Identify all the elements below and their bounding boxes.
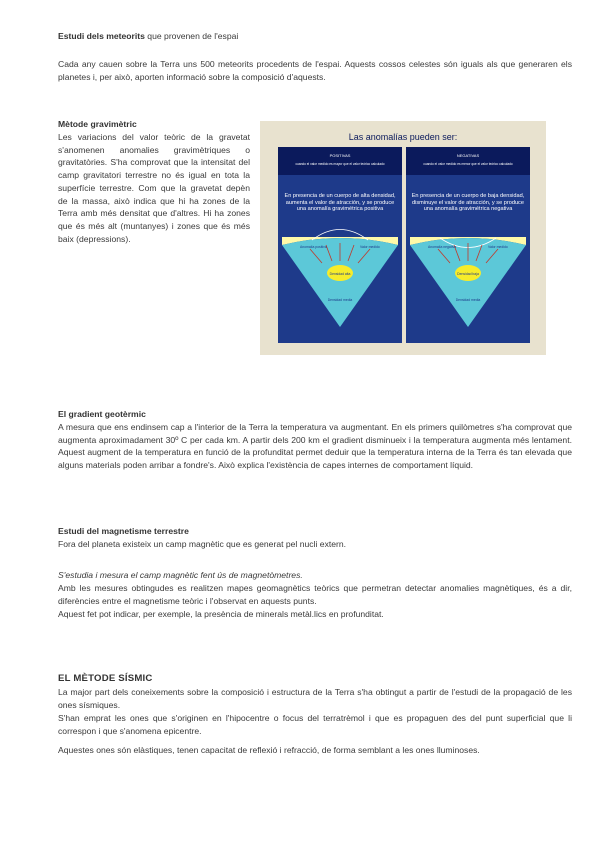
- positive-label-density: Densidad alta: [329, 272, 351, 276]
- gravimetric-title: Mètode gravimètric: [58, 119, 137, 129]
- positive-header-box: [278, 147, 402, 175]
- negative-header-box: [406, 147, 530, 175]
- geothermal-title: El gradient geotèrmic: [58, 409, 146, 419]
- magnetism-italic-note: S'estudia i mesura el camp magnètic fent ús de magnetòmetres.: [58, 570, 303, 580]
- magnetism-title: Estudi del magnetisme terrestre: [58, 526, 189, 536]
- negative-label-anomaly: Anomalía negativa: [428, 245, 457, 249]
- negative-label-density: Densidad baja: [457, 272, 479, 276]
- seismic-title: EL MÈTODE SÍSMIC: [58, 673, 153, 684]
- magnetism-paragraph-2: Amb les mesures obtingudes es realitzen mapes geomagnètics teòrics que permetran detectar anomalies magnètiques, és a dir, diferències entre el magnetisme teòric i l'observat en aquests punts.: [58, 583, 572, 606]
- gravimetric-paragraph: Les variacions del valor teòric de la gravetat s'anomenen anomalies gravimètriques o gravitatòries. S'ha comprovat que la intensitat del camp gravitatori terrestre no és igual en tota la superfície terrestre. Com que la gravetat depèn de la massa, això indica que hi ha zones de la Terra amb més densitat que d'altres. Hi ha zones que és més alt (muntanyes) i zones que és més baix (depressions).: [58, 132, 250, 244]
- figure-title: Las anomalías pueden ser:: [348, 132, 458, 142]
- magnetism-paragraph-1: Fora del planeta existeix un camp magnètic que es generat pel nucli extern.: [58, 539, 347, 549]
- geothermal-paragraph: A mesura que ens endinsem cap a l'interior de la Terra la temperatura va augmentant. En els primers quilòmetres s'ha comprovat que augmenta aproximadament 30º C per cada km. A partir dels 200 km el gradient disminueix i la temperatura augmenta més lentament. Aquest augment de la temperatura en funció de la profunditat permet deduir que la temperatura interna de la Terra és tan elevada que alguns materials poden arribar a fondre's. Això explica l'existència de capes internes de comportament líquid.: [58, 422, 572, 471]
- negative-label-measured: Valor medido: [488, 245, 508, 249]
- negative-label-medium: Densidad media: [455, 298, 481, 302]
- intro-paragraph: Cada any cauen sobre la Terra uns 500 meteorits procedents de l'espai. Aquests cossos celestes són iguals als que generaren els planetes i, per això, aporten informació sobre la composició d'aquests.: [58, 59, 572, 82]
- negative-description: En presencia de un cuerpo de baja densidad, disminuye el valor de atracción, y se produce una anomalía gravimétrica negativa: [411, 193, 525, 213]
- seismic-paragraph-1: La major part dels coneixements sobre la composició i estructura de la Terra s'ha obtingut a partir de l'estudi de la propagació de les ones sísmiques.: [58, 687, 572, 710]
- positive-label-medium: Densidad media: [327, 298, 353, 302]
- magnetism-paragraph-3: Aquest fet pot indicar, per exemple, la presència de minerals metàl.lics en profunditat.: [58, 609, 384, 619]
- positive-desc-box: [282, 193, 398, 233]
- intro-title-bold: Estudi dels meteorits: [58, 31, 145, 41]
- negative-desc-box: [410, 193, 526, 233]
- intro-title-rest: que provenen de l'espai: [144, 31, 239, 41]
- intro-title: [58, 30, 572, 43]
- positive-header: POSITIVAS: [329, 153, 351, 158]
- negative-header-sub: cuando el valor medido es menor que el valor teórico calculado: [423, 162, 513, 166]
- positive-label-measured: Valor medido: [360, 245, 380, 249]
- anomalies-diagram: [260, 121, 546, 355]
- positive-header-sub: cuando el valor medido es mayor que el valor teórico calculado: [295, 162, 385, 166]
- positive-label-anomaly: Anomalía positiva: [300, 245, 327, 249]
- seismic-paragraph-2: S'han emprat les ones que s'originen en l'hipocentre o focus del terratrèmol i que es propaguen des del punt superficial que li correspon i que s'anomena epicentre.: [58, 713, 572, 736]
- negative-header: NEGATIVAS: [456, 153, 480, 158]
- seismic-paragraph-3: Aquestes ones són elàstiques, tenen capacitat de reflexió i refracció, de forma semblant a les ones lluminoses.: [58, 745, 480, 755]
- positive-description: En presencia de un cuerpo de alta densidad, aumenta el valor de atracción, y se produce una anomalía gravimétrica positiva: [284, 193, 396, 213]
- gravimetric-anomalies-figure: [260, 121, 546, 355]
